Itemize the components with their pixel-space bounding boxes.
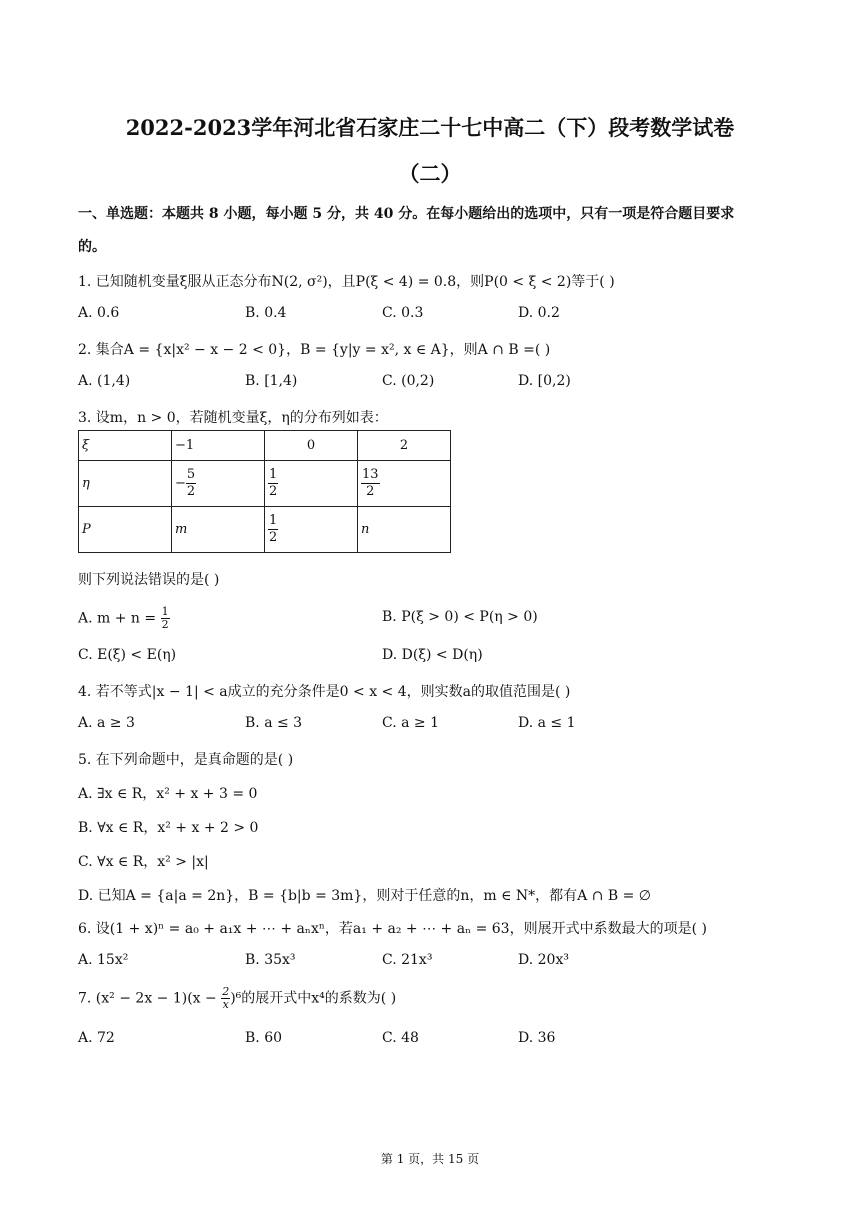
question-4-option-c: C. a ≥ 1 bbox=[382, 715, 439, 731]
table-cell: η bbox=[79, 461, 172, 507]
denominator: 2 bbox=[161, 618, 169, 631]
table-row bbox=[79, 431, 451, 461]
fraction bbox=[161, 606, 170, 631]
fraction bbox=[361, 467, 380, 500]
section-heading-cont: 的。 bbox=[78, 239, 106, 255]
table-cell: 2 bbox=[358, 431, 451, 461]
numerator: 1 bbox=[269, 513, 278, 528]
question-4-stem: 4. 若不等式|x − 1| < a成立的充分条件是0 < x < 4，则实数a的取值范围是( ) bbox=[78, 684, 571, 700]
table-cell: ξ bbox=[79, 431, 172, 461]
table-cell: 0 bbox=[265, 431, 358, 461]
question-5-option-c: C. ∀x ∈ R，x² > |x| bbox=[78, 854, 209, 870]
question-5-option-d: D. 已知A = {a|a = 2n}，B = {b|b = 3m}，则对于任意的n，m ∈ N*，都有A ∩ B = ∅ bbox=[78, 888, 651, 904]
question-6-option-d: D. 20x³ bbox=[518, 952, 569, 968]
fraction bbox=[221, 986, 230, 1011]
question-3-option-b: B. P(ξ > 0) < P(η > 0) bbox=[382, 609, 538, 625]
exam-title-line2: （二） bbox=[398, 161, 462, 186]
question-1-option-a: A. 0.6 bbox=[78, 305, 120, 321]
denominator: 2 bbox=[269, 530, 278, 545]
distribution-table bbox=[78, 430, 451, 553]
stem-part: )⁶的展开式中x⁴的系数为( ) bbox=[230, 990, 397, 1007]
numerator: 5 bbox=[186, 467, 196, 482]
table-cell bbox=[265, 461, 358, 507]
table-row bbox=[79, 461, 451, 507]
question-4-option-a: A. a ≥ 3 bbox=[78, 715, 135, 731]
question-1-stem: 1. 已知随机变量ξ服从正态分布N(2, σ²)，且P(ξ < 4) = 0.8，则P(0 < ξ < 2)等于( ) bbox=[78, 274, 615, 290]
question-3-prompt: 则下列说法错误的是( ) bbox=[78, 572, 220, 588]
option-a-text: A. m + n = bbox=[78, 610, 161, 627]
question-3-option-d: D. D(ξ) < D(η) bbox=[382, 647, 483, 663]
denominator: 2 bbox=[366, 484, 375, 499]
numerator: 13 bbox=[362, 467, 379, 482]
table-cell bbox=[358, 461, 451, 507]
question-1-option-d: D. 0.2 bbox=[518, 305, 560, 321]
question-5-option-a: A. ∃x ∈ R，x² + x + 3 = 0 bbox=[78, 786, 258, 802]
question-6-option-c: C. 21x³ bbox=[382, 952, 433, 968]
page-footer: 第 1 页，共 15 页 bbox=[380, 1152, 480, 1166]
question-5-option-b: B. ∀x ∈ R，x² + x + 2 > 0 bbox=[78, 820, 259, 836]
question-4-option-b: B. a ≤ 3 bbox=[245, 715, 303, 731]
question-3-option-c: C. E(ξ) < E(η) bbox=[78, 647, 177, 663]
question-5-stem: 5. 在下列命题中，是真命题的是( ) bbox=[78, 752, 294, 768]
fraction bbox=[268, 513, 278, 546]
question-3-stem: 3. 设m，n > 0，若随机变量ξ，η的分布列如表： bbox=[78, 410, 388, 426]
table-cell: −1 bbox=[172, 431, 265, 461]
question-7-option-a: A. 72 bbox=[78, 1030, 115, 1046]
table-cell: n bbox=[358, 507, 451, 553]
denominator: x bbox=[222, 998, 229, 1011]
question-2-option-c: C. (0,2) bbox=[382, 373, 435, 389]
question-2-option-d: D. [0,2) bbox=[518, 373, 571, 389]
numerator: 1 bbox=[269, 467, 278, 482]
denominator: 2 bbox=[186, 484, 196, 499]
numerator: 1 bbox=[161, 605, 169, 618]
question-1-option-c: C. 0.3 bbox=[382, 305, 424, 321]
question-2-stem: 2. 集合A = {x|x² − x − 2 < 0}，B = {y|y = x², x ∈ A}，则A ∩ B =( ) bbox=[78, 342, 551, 358]
question-7-stem bbox=[78, 986, 396, 1011]
minus-sign: − bbox=[175, 476, 186, 491]
table-cell: m bbox=[172, 507, 265, 553]
exam-title-line1: 2022-2023学年河北省石家庄二十七中高二（下）段考数学试卷 bbox=[125, 115, 735, 140]
question-6-option-b: B. 35x³ bbox=[245, 952, 296, 968]
table-cell bbox=[172, 461, 265, 507]
question-7-option-b: B. 60 bbox=[245, 1030, 283, 1046]
table-cell: P bbox=[79, 507, 172, 553]
numerator: 2 bbox=[222, 985, 230, 998]
stem-part: 7. (x² − 2x − 1)(x − bbox=[78, 990, 222, 1007]
question-6-stem: 6. 设(1 + x)ⁿ = a₀ + a₁x + ⋯ + aₙxⁿ，若a₁ + a₂ + ⋯ + aₙ = 63，则展开式中系数最大的项是( ) bbox=[78, 921, 707, 937]
table-cell bbox=[265, 507, 358, 553]
question-1-option-b: B. 0.4 bbox=[245, 305, 287, 321]
question-4-option-d: D. a ≤ 1 bbox=[518, 715, 576, 731]
fraction bbox=[268, 467, 278, 500]
question-2-option-b: B. [1,4) bbox=[245, 373, 298, 389]
section-heading: 一、单选题：本题共 8 小题，每小题 5 分，共 40 分。在每小题给出的选项中，只有一项是符合题目要求 bbox=[78, 206, 735, 222]
question-2-option-a: A. (1,4) bbox=[78, 373, 131, 389]
fraction bbox=[186, 467, 196, 500]
question-7-option-c: C. 48 bbox=[382, 1030, 419, 1046]
question-7-option-d: D. 36 bbox=[518, 1030, 556, 1046]
question-6-option-a: A. 15x² bbox=[78, 952, 129, 968]
denominator: 2 bbox=[269, 484, 278, 499]
question-3-option-a bbox=[78, 606, 170, 631]
table-row bbox=[79, 507, 451, 553]
